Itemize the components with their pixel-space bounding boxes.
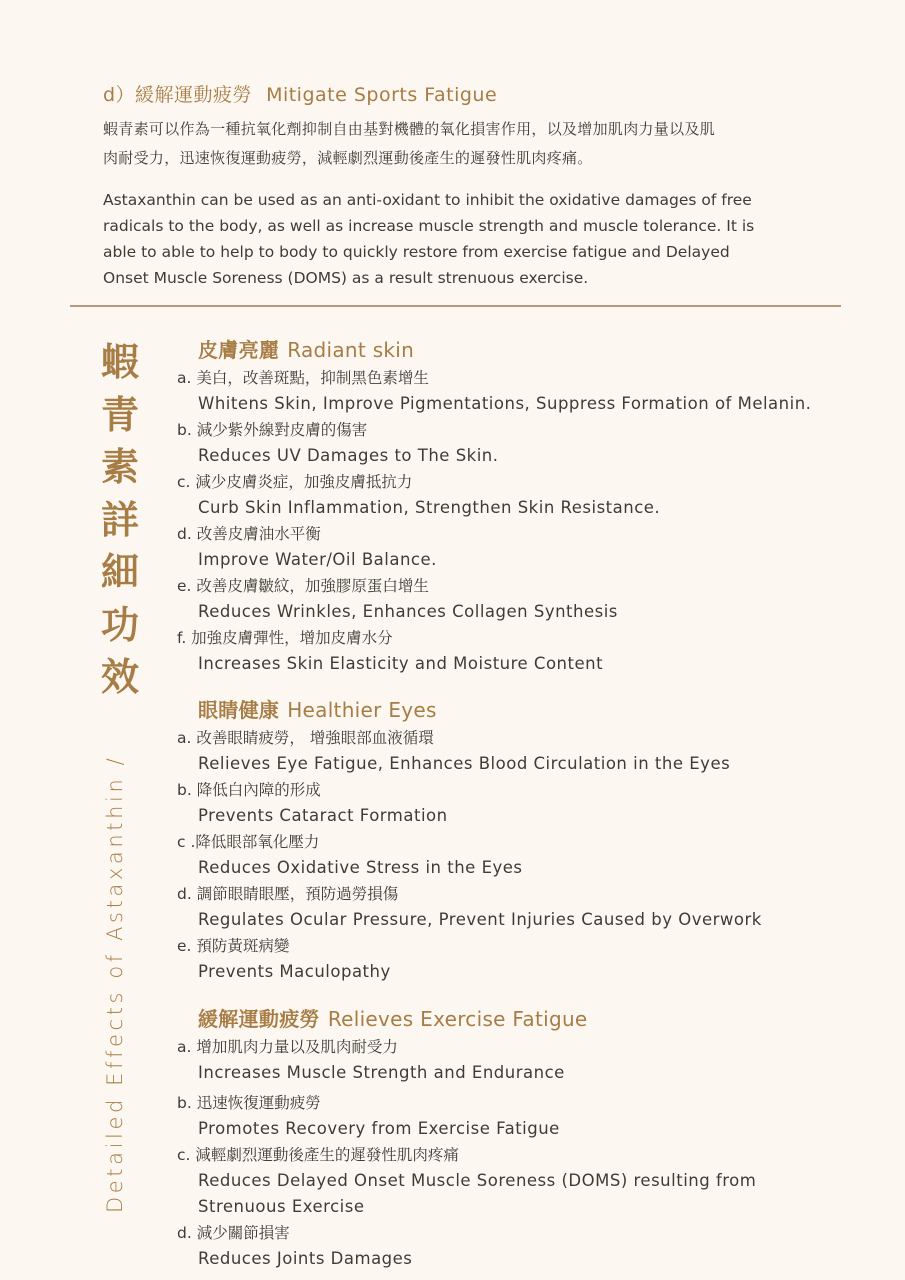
item-en: Improve Water/Oil Balance.: [198, 550, 437, 569]
list-item: [177, 777, 857, 829]
item-en: Increases Muscle Strength and Endurance: [198, 1063, 565, 1082]
list-item: [177, 933, 857, 985]
item-en: Prevents Cataract Formation: [198, 806, 448, 825]
list-item: [177, 625, 857, 677]
intro-block: [103, 80, 833, 291]
intro-zh-line: 蝦青素可以作為一種抗氧化劑抑制自由基對機體的氧化損害作用，以及增加肌肉力量以及肌: [103, 120, 716, 138]
section-exercise-fatigue: [177, 1003, 857, 1272]
intro-heading: [103, 80, 833, 107]
item-zh: a. 增加肌肉力量以及肌肉耐受力: [177, 1038, 398, 1056]
item-en: Promotes Recovery from Exercise Fatigue: [198, 1119, 560, 1138]
intro-en-line: Onset Muscle Soreness (DOMS) as a result strenuous exercise.: [103, 269, 589, 287]
item-en: Whitens Skin, Improve Pigmentations, Suppress Formation of Melanin.: [198, 394, 812, 413]
item-zh: f. 加強皮膚彈性，增加皮膚水分: [177, 629, 393, 647]
vertical-title-char: 效: [100, 655, 139, 699]
vertical-title-char: 詳: [100, 497, 139, 542]
intro-heading-zh: d）緩解運動疲勞: [103, 84, 253, 106]
list-item: [177, 725, 857, 777]
list-item: [177, 1034, 857, 1086]
section-divider: [70, 305, 841, 307]
list-item: [177, 1090, 857, 1142]
item-en-continued: Strenuous Exercise: [198, 1197, 365, 1216]
list-item: [177, 829, 857, 881]
intro-en-line: Astaxanthin can be used as an anti-oxidant to inhibit the oxidative damages of free: [103, 191, 752, 209]
item-zh: d. 調節眼睛眼壓，預防過勞損傷: [177, 885, 399, 903]
list-item: [177, 521, 857, 573]
item-en: Increases Skin Elasticity and Moisture Content: [198, 654, 604, 673]
section-radiant-skin: [177, 334, 857, 677]
item-en: Prevents Maculopathy: [198, 962, 391, 981]
vertical-title-char: 細: [100, 550, 139, 594]
item-en: Reduces Delayed Onset Muscle Soreness (DOMS) resulting from: [198, 1171, 757, 1190]
list-item: [177, 1220, 857, 1272]
vertical-title-char: 素: [100, 445, 139, 489]
item-zh: b. 減少紫外線對皮膚的傷害: [177, 421, 368, 439]
item-en: Reduces UV Damages to The Skin.: [198, 446, 499, 465]
section-title: [198, 694, 857, 723]
intro-en-paragraph: [103, 187, 833, 291]
item-en: Regulates Ocular Pressure, Prevent Injuries Caused by Overwork: [198, 910, 762, 929]
item-en: Reduces Joints Damages: [198, 1249, 413, 1268]
item-en: Reduces Wrinkles, Enhances Collagen Synthesis: [198, 602, 618, 621]
section-title-en: Relieves Exercise Fatigue: [327, 1007, 588, 1031]
item-zh: a. 改善眼睛疲勞， 增強眼部血液循環: [177, 729, 434, 747]
intro-heading-en: Mitigate Sports Fatigue: [266, 84, 498, 106]
item-en: Reduces Oxidative Stress in the Eyes: [198, 858, 523, 877]
item-en: Curb Skin Inflammation, Strengthen Skin Resistance.: [198, 498, 661, 517]
section-title: [198, 1003, 857, 1032]
section-title-en: Radiant skin: [287, 338, 415, 362]
section-healthier-eyes: [177, 694, 857, 985]
item-zh: b. 迅速恢復運動疲勞: [177, 1094, 321, 1112]
intro-zh-line: 肉耐受力，迅速恢復運動疲勞，減輕劇烈運動後產生的遲發性肌肉疼痛。: [103, 149, 593, 167]
item-zh: e. 改善皮膚皺紋，加強膠原蛋白增生: [177, 577, 429, 595]
vertical-title-char: 青: [100, 392, 139, 437]
vertical-title: [98, 336, 142, 704]
list-item: [177, 365, 857, 417]
vertical-title-char: 功: [100, 602, 139, 647]
item-zh: d. 減少關節損害: [177, 1224, 290, 1242]
list-item: [177, 469, 857, 521]
item-zh: c. 減少皮膚炎症，加強皮膚抵抗力: [177, 473, 413, 491]
section-title-zh: 眼睛健康: [198, 698, 280, 722]
item-zh: d. 改善皮膚油水平衡: [177, 525, 321, 543]
section-title-zh: 緩解運動疲勞: [198, 1007, 320, 1031]
list-item: [177, 1142, 857, 1220]
intro-en-line: able to able to help to body to quickly restore from exercise fatigue and Delayed: [103, 243, 730, 261]
item-zh: a. 美白，改善斑點，抑制黑色素增生: [177, 369, 429, 387]
section-title-zh: 皮膚亮麗: [198, 338, 280, 362]
intro-zh-paragraph: [103, 115, 833, 173]
section-title-en: Healthier Eyes: [287, 698, 437, 722]
list-item: [177, 417, 857, 469]
item-en: Relieves Eye Fatigue, Enhances Blood Circulation in the Eyes: [198, 754, 731, 773]
item-zh: b. 降低白內障的形成: [177, 781, 321, 799]
item-zh: c .降低眼部氧化壓力: [177, 833, 320, 851]
vertical-title-char: 蝦: [100, 340, 139, 384]
list-item: [177, 881, 857, 933]
vertical-subtitle: Detailed Effects of Astaxanthin /: [103, 754, 127, 1213]
item-zh: c. 減輕劇烈運動後產生的遲發性肌肉疼痛: [177, 1146, 459, 1164]
section-title: [198, 334, 857, 363]
list-item: [177, 573, 857, 625]
item-zh: e. 預防黃斑病變: [177, 937, 290, 955]
intro-en-line: radicals to the body, as well as increase muscle strength and muscle tolerance. It is: [103, 217, 755, 235]
